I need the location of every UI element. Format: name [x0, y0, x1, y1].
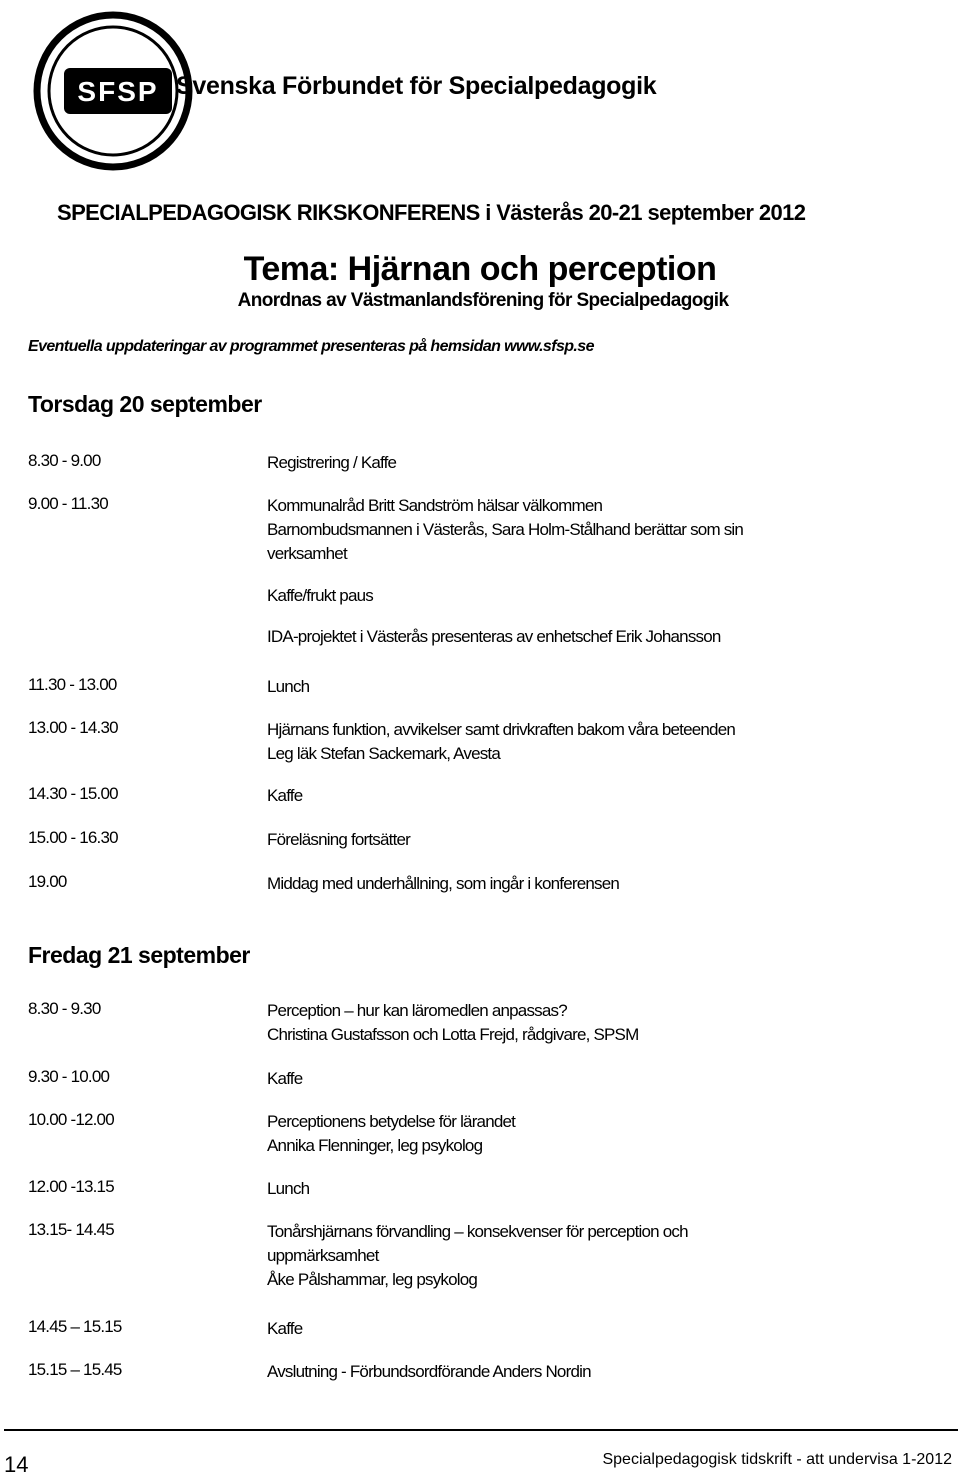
- schedule-description: [267, 999, 947, 1047]
- organizer-subtitle: Anordnas av Västmanlandsförening för Specialpedagogik: [237, 290, 729, 311]
- schedule-line: Avslutning - Förbundsordförande Anders Nordin: [267, 1362, 591, 1381]
- schedule-description: [267, 1177, 947, 1201]
- schedule-line: Perception – hur kan läromedlen anpassas?: [267, 1001, 567, 1020]
- schedule-line: Kaffe: [267, 786, 303, 805]
- conference-title: SPECIALPEDAGOGISK RIKSKONFERENS i Västerås 20-21 september 2012: [57, 200, 806, 225]
- schedule-line: Tonårshjärnans förvandling – konsekvenser för perception och: [267, 1222, 688, 1241]
- schedule-description: [267, 784, 947, 808]
- schedule-line: Annika Flenninger, leg psykolog: [267, 1136, 483, 1155]
- schedule-line: Kaffe: [267, 1319, 303, 1338]
- org-name: Svenska Förbundet för Specialpedagogik: [176, 72, 657, 100]
- logo-text: SFSP: [77, 76, 159, 107]
- schedule-time: 12.00 -13.15: [28, 1177, 114, 1196]
- schedule-line: Barnombudsmannen i Västerås, Sara Holm-Stålhand berättar som sin: [267, 520, 744, 539]
- schedule-line: Föreläsning fortsätter: [267, 830, 411, 849]
- schedule-time: 8.30 - 9.00: [28, 451, 101, 470]
- schedule-time: 19.00: [28, 872, 67, 891]
- schedule-time: 9.30 - 10.00: [28, 1067, 110, 1086]
- journal-title: Specialpedagogisk tidskrift - att undervisa 1-2012: [602, 1451, 952, 1468]
- updates-note: Eventuella uppdateringar av programmet presenteras på hemsidan www.sfsp.se: [28, 338, 594, 355]
- schedule-description: [267, 828, 947, 852]
- schedule-line: Kommunalråd Britt Sandström hälsar välkommen: [267, 496, 603, 515]
- schedule-line: Kaffe: [267, 1069, 303, 1088]
- theme-title: Tema: Hjärnan och perception: [243, 250, 717, 288]
- schedule-description: [267, 584, 947, 608]
- schedule-description: [267, 675, 947, 699]
- schedule-line: Middag med underhållning, som ingår i konferensen: [267, 874, 620, 893]
- schedule-line: Registrering / Kaffe: [267, 453, 397, 472]
- schedule-line: uppmärksamhet: [267, 1246, 379, 1265]
- schedule-line: IDA-projektet i Västerås presenteras av enhetschef Erik Johansson: [267, 627, 721, 646]
- schedule-description: [267, 625, 947, 649]
- schedule-line: Åke Pålshammar, leg psykolog: [267, 1270, 478, 1289]
- friday-heading: Fredag 21 september: [28, 942, 250, 968]
- schedule-description: [267, 1360, 947, 1384]
- schedule-description: [267, 1220, 947, 1292]
- schedule-line: Lunch: [267, 677, 310, 696]
- thursday-heading: Torsdag 20 september: [28, 391, 262, 417]
- schedule-description: [267, 718, 947, 766]
- schedule-time: 9.00 - 11.30: [28, 494, 108, 513]
- schedule-time: 15.15 – 15.45: [28, 1360, 122, 1379]
- schedule-time: 11.30 - 13.00: [28, 675, 117, 694]
- schedule-line: Hjärnans funktion, avvikelser samt drivkraften bakom våra beteenden: [267, 720, 735, 739]
- schedule-time: 14.30 - 15.00: [28, 784, 118, 803]
- schedule-line: Leg läk Stefan Sackemark, Avesta: [267, 744, 501, 763]
- schedule-time: 13.15- 14.45: [28, 1220, 114, 1239]
- schedule-time: 10.00 -12.00: [28, 1110, 114, 1129]
- footer-divider: [4, 1429, 958, 1431]
- schedule-line: verksamhet: [267, 544, 347, 563]
- schedule-line: Kaffe/frukt paus: [267, 586, 373, 605]
- schedule-time: 15.00 - 16.30: [28, 828, 118, 847]
- schedule-time: 14.45 – 15.15: [28, 1317, 122, 1336]
- schedule-description: [267, 1317, 947, 1341]
- schedule-line: Christina Gustafsson och Lotta Frejd, rådgivare, SPSM: [267, 1025, 639, 1044]
- schedule-description: [267, 494, 947, 566]
- schedule-line: Perceptionens betydelse för lärandet: [267, 1112, 516, 1131]
- schedule-description: [267, 1110, 947, 1158]
- page-number: 14: [4, 1452, 29, 1477]
- schedule-description: [267, 451, 947, 475]
- schedule-description: [267, 1067, 947, 1091]
- schedule-time: 13.00 - 14.30: [28, 718, 118, 737]
- schedule-description: [267, 872, 947, 896]
- schedule-line: Lunch: [267, 1179, 310, 1198]
- schedule-time: 8.30 - 9.30: [28, 999, 101, 1018]
